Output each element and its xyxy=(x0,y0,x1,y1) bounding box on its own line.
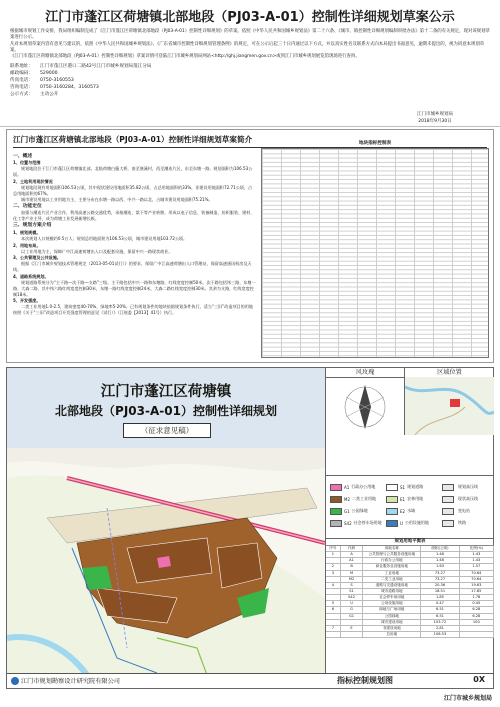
legend-swatch xyxy=(442,484,454,491)
contact-address: 联系地址： 江门市蓬江区港口二路42号江门市城乡规划局蓬江分局 xyxy=(10,64,152,70)
signature-org: 江门市城乡规划局 xyxy=(417,112,453,117)
legend-swatch xyxy=(442,520,454,527)
legend-item xyxy=(442,508,470,514)
location-map-graphic xyxy=(405,377,494,435)
notice-header xyxy=(10,6,490,98)
institute-name: 江门市规划勘察设计研究院有限公司 xyxy=(21,678,120,685)
table-cell xyxy=(326,632,341,637)
plan-title-line2: 北部地段（PJ03-A-01）控制性详细规划 xyxy=(55,404,277,418)
table-cell: 73.27 xyxy=(421,571,459,576)
plan-title-line1: 江门市蓬江区荷塘镇 xyxy=(100,384,232,400)
divider xyxy=(0,126,500,127)
table-row xyxy=(326,632,494,638)
table-cell: U xyxy=(341,601,364,606)
table-cell xyxy=(326,614,341,619)
table-cell: 1.43 xyxy=(460,558,494,563)
land-use-map xyxy=(7,448,325,675)
table-cell: G xyxy=(341,607,364,612)
legend-swatch xyxy=(330,508,342,515)
plan-side-panel xyxy=(325,368,494,675)
legend-code: E2 xyxy=(400,508,406,514)
plan-title-block xyxy=(7,368,325,448)
table-cell: 17.85 xyxy=(460,589,494,594)
plot-index-table xyxy=(261,148,489,358)
plan-footer xyxy=(7,673,493,688)
legend-swatch xyxy=(386,496,398,503)
table-cell: A xyxy=(341,552,364,557)
table-cell: 100 xyxy=(460,620,494,625)
section-heading: 二、功能定位 xyxy=(13,204,42,210)
legend-label: 铁路 xyxy=(458,520,466,525)
legend-item xyxy=(330,520,382,526)
table-cell: 2 xyxy=(326,564,341,569)
section-paragraph: 规划地段位于江门市蓬江区荷塘镇北部，北临荷塘白藤大桥，南至康溪村，西至潮连片区，东至东塘一路。规划面积为106.53公顷。 xyxy=(13,166,253,178)
legend-item xyxy=(330,508,368,514)
legend-item xyxy=(442,484,478,490)
legend-code: M2 xyxy=(344,496,350,502)
drawing-title: 指标控制规划图 xyxy=(337,676,393,685)
table-cell: G1 xyxy=(341,614,364,619)
location-label: 区域位置 xyxy=(405,368,494,378)
legend-code: U xyxy=(400,520,403,526)
table-cell: 1.78 xyxy=(460,595,494,600)
section-paragraph: 二类工业用地1.0-2.5，建筑密度40-70%，绿地率5-20%。已有规划条件的地块依据规划条件执行，适当“三旧”改造项目的用地按照《关于“三旧”改造项目开发强度管理的意见（试行）》（江规委【2013】41号）执行。 xyxy=(13,304,253,316)
legend-code: G1 xyxy=(344,508,350,514)
table-cell xyxy=(341,620,364,625)
section-paragraph: 根据《江门市城乡规划技术管理规定（2013-05-01试行）》的要求，保留广中江高速荷塘出入口管理站，保留高速通讯机房及天线。 xyxy=(13,261,252,273)
table-cell: 行政办公用地 xyxy=(363,558,421,563)
legend-label: 社会停车场用地 xyxy=(353,520,382,525)
brief-text xyxy=(13,152,256,316)
notice-paragraph: 《江门市蓬江区荷塘镇北部地段（PJ03-A-01）控制性详细规划》草案详情可登陆江门市城乡规划局网站<http://ghj.jiangmen.gov.cn>或到江门市城乡规划展览馆现场进行查询。 xyxy=(10,54,360,60)
location-map xyxy=(405,377,494,435)
contact-method: 公示方式： 主动公开 xyxy=(10,92,59,98)
legend-label: 行政办公用地 xyxy=(351,484,376,489)
table-cell: 6.51 xyxy=(421,607,459,612)
page-title: 江门市蓬江区荷塘镇北部地段（PJ03-A-01）控制性详细规划草案公示 xyxy=(45,10,455,25)
table-cell: 3 xyxy=(326,571,341,576)
legend-label: 现状高压线 xyxy=(458,496,478,501)
legend-item xyxy=(442,520,466,526)
table-cell xyxy=(326,595,341,600)
signature-date: 2018年9月30日 xyxy=(418,118,452,124)
table-cell xyxy=(326,589,341,594)
table-cell: 106.53 xyxy=(421,632,459,637)
table-cell: 5 xyxy=(326,601,341,606)
bottom-signature: 江门市城乡规划局 xyxy=(443,695,492,702)
table-cell xyxy=(326,620,341,625)
legend-swatch xyxy=(386,520,398,527)
legend-swatch xyxy=(442,496,454,503)
section-paragraph: 城市建设用地以工业用地为主，主要分布在东塘一路以西、中兴一路以北，占城市建设用地面积75.21%。 xyxy=(21,196,213,202)
table-cell: 1.48 xyxy=(421,558,459,563)
legend-label: 规划高压线 xyxy=(458,484,478,489)
table-cell: 公园绿地 xyxy=(363,614,421,619)
table-cell: 工业用地 xyxy=(363,571,421,576)
notice-paragraph: 凡对本规划草案内容有意见与建议的，依照《中华人民共和国城乡规划法》、《广东省城市控制性详细规划管理条例》的规定，可在公示后起三十日内通过以下方式，并以真实姓名及联系方式向本局提出书面意见，逾期未提出的，视为同意本规划草案。 xyxy=(10,41,485,53)
table-cell: M2 xyxy=(341,577,364,582)
table-cell: 6.28 xyxy=(460,607,494,612)
legend-code: S42 xyxy=(344,520,352,526)
table-cell: B xyxy=(341,564,364,569)
land-use-map-graphic xyxy=(7,448,325,675)
legend-code: A1 xyxy=(344,484,350,490)
table-cell xyxy=(341,632,364,637)
section-heading: 2、土地利用现状情况 xyxy=(13,178,53,184)
section-heading: 一、概述 xyxy=(13,153,33,159)
map-legend xyxy=(326,475,494,538)
legend-swatch xyxy=(386,508,398,515)
plan-title-line3: （征求意见稿） xyxy=(123,423,211,438)
section-paragraph: 加强与潮连片区产业合作，利用高速公路交通优势，承接潮连、棠下等产业转移，形成以电子信息、装备制造、纺织服装、建材、化工等产业主导、成为荷塘工业发展新增长极。 xyxy=(13,209,255,221)
notice-paragraph: 根据城市规划工作安排，我局组织编制完成了《江门市蓬江区荷塘镇北部地段（PJ03-A-01）控制性详细规划》的草案。依照《中华人民共和国城乡规划法》第二十六条、《城市、镇控制性详细规划编制审批办法》第十二条的有关规定，现对该规划草案进行公示。 xyxy=(10,29,490,41)
table-cell xyxy=(460,632,494,637)
legend-swatch xyxy=(386,484,398,491)
table-cell: 6.28 xyxy=(460,614,494,619)
legend-label: 二类工业用地 xyxy=(352,496,376,501)
section-heading: 2、用地布局。 xyxy=(13,242,41,248)
table-cell: 70.64 xyxy=(460,577,494,582)
table-cell: 1.43 xyxy=(460,552,494,557)
legend-item xyxy=(330,496,376,502)
table-cell: 2.81 xyxy=(421,626,459,631)
legend-label: 规划道路 xyxy=(407,484,424,489)
table-cell: 非建设用地 xyxy=(363,626,421,631)
section-heading: 3、公共管理及公共设施。 xyxy=(13,255,61,261)
table-cell: 公共管理与公共服务设施用地 xyxy=(363,552,421,557)
table-cell: 1 xyxy=(326,552,341,557)
land-balance-table-title: 规划用地平衡表 xyxy=(326,539,494,546)
table-cell: 道路与交通设施用地 xyxy=(363,583,421,588)
legend-item xyxy=(386,520,429,526)
section-heading: 5、开发强度。 xyxy=(13,298,41,304)
table-cell: 公用设施用地 xyxy=(363,601,421,606)
table-cell: 城市道路用地 xyxy=(363,589,421,594)
wind-rose xyxy=(326,377,405,435)
legend-label: 农林用地 xyxy=(407,496,424,501)
contact-postcode: 邮政编码： 529000 xyxy=(10,71,58,77)
plot-index-table-area xyxy=(261,140,489,360)
legend-label: 公用设施用地 xyxy=(404,520,429,525)
table-cell: 1.48 xyxy=(421,552,459,557)
legend-code: E1 xyxy=(400,496,406,502)
table-cell: 20.36 xyxy=(421,583,459,588)
table-cell: 18.51 xyxy=(421,589,459,594)
legend-item xyxy=(330,484,375,490)
legend-item xyxy=(386,496,423,502)
table-cell: 1.57 xyxy=(460,564,494,569)
land-balance-rows xyxy=(326,546,494,638)
contact-phone: 咨询电话： 0750-3160284、3160573 xyxy=(10,85,99,91)
table-cell xyxy=(460,626,494,631)
section-paragraph: 规划地段现有用地面积106.53公顷，其中现状建设用地面积35.82公顷，占总用地面积的33%，非建设用地面积72.71公顷，占总用地面积的67%。 xyxy=(13,184,253,196)
drawing-number: 0X xyxy=(473,675,485,684)
land-balance-table xyxy=(326,538,494,676)
table-cell: 103.72 xyxy=(421,620,459,625)
table-cell: M xyxy=(341,571,364,576)
legend-swatch xyxy=(330,496,342,503)
table-cell: 0.47 xyxy=(421,601,459,606)
table-cell xyxy=(326,577,341,582)
table-cell: 7 xyxy=(326,626,341,631)
plot-index-table-title: 地块指标控制表 xyxy=(358,141,392,146)
table-cell: 二类工业用地 xyxy=(363,577,421,582)
table-cell: 商业服务业设施用地 xyxy=(363,564,421,569)
table-cell: S1 xyxy=(341,589,364,594)
legend-label: 公园绿地 xyxy=(351,508,368,513)
table-cell: 70.64 xyxy=(460,571,494,576)
section-heading: 1、位置与范围 xyxy=(13,160,41,166)
legend-item xyxy=(386,508,415,514)
draft-brief-panel xyxy=(6,129,494,363)
table-cell: 73.27 xyxy=(421,577,459,582)
section-heading: 4、道路系统规划。 xyxy=(13,273,49,279)
legend-label: 变电站 xyxy=(458,508,470,513)
table-cell: 1.63 xyxy=(421,564,459,569)
table-cell: S42 xyxy=(341,595,364,600)
table-cell: A1 xyxy=(341,558,364,563)
legend-item xyxy=(386,484,423,490)
table-cell: 用地名称 xyxy=(363,546,421,551)
legend-swatch xyxy=(442,508,454,515)
table-cell: S xyxy=(341,583,364,588)
table-cell xyxy=(326,558,341,563)
table-cell: E xyxy=(341,626,364,631)
table-cell: 6 xyxy=(326,607,341,612)
institute-logo-icon xyxy=(11,677,19,685)
plan-drawing xyxy=(6,367,494,689)
notice-body xyxy=(10,29,490,60)
section-heading: 1、规划规模。 xyxy=(13,230,41,236)
table-cell: 社会停车场用地 xyxy=(363,595,421,600)
table-cell: 比例(%) xyxy=(460,546,494,551)
table-cell: 绿地与广场用地 xyxy=(363,607,421,612)
table-cell: 城市建设用地 xyxy=(363,620,421,625)
section-paragraph: 本次规划人口规模约0.5万人；规划总用地面积为106.53公顷，城市建设用地103.72公顷。 xyxy=(21,235,188,241)
legend-label: 水域 xyxy=(407,508,416,513)
section-heading: 三、规划方案介绍 xyxy=(13,223,52,229)
brief-title: 江门市蓬江区荷塘镇北部地段（PJ03-A-01）控制性详细规划草案简介 xyxy=(13,135,253,144)
wind-rose-icon xyxy=(326,377,404,435)
legend-swatch xyxy=(330,484,342,491)
table-cell: 面积(公顷) xyxy=(421,546,459,551)
section-paragraph: 以工业用地为主，保障广中江高速荷塘出入口及配套设施，保留中兴一路现状商业。 xyxy=(21,248,173,254)
contact-fax: 传真电话： 0750-3160553 xyxy=(10,78,74,84)
section-paragraph: 规划道路系统分为“主干路—次干路—支路”三级。主干路包括中兴一路和东塘路，红线宽度控制50米。次干路包括纬三路、东塘一路、大森二路，其中纬六路红线宽度控制30米，东塘一路红线宽度控制24米，大森二路红线宽度控制30米。其余为支路，红线宽度控制18米。 xyxy=(13,279,256,297)
table-cell: 0.45 xyxy=(460,601,494,606)
table-cell: 代码 xyxy=(341,546,364,551)
legend-code: S1 xyxy=(400,484,406,490)
contact-block xyxy=(10,63,490,98)
table-cell: 19.63 xyxy=(460,583,494,588)
signature-block xyxy=(390,112,480,125)
table-cell: 1.85 xyxy=(421,595,459,600)
legend-swatch xyxy=(330,520,342,527)
legend-item xyxy=(442,496,478,502)
table-cell: 序号 xyxy=(326,546,341,551)
table-cell: 总用地 xyxy=(363,632,421,637)
table-cell: 4 xyxy=(326,583,341,588)
table-cell: 6.51 xyxy=(421,614,459,619)
wind-rose-label: 风玫瑰 xyxy=(326,368,405,378)
